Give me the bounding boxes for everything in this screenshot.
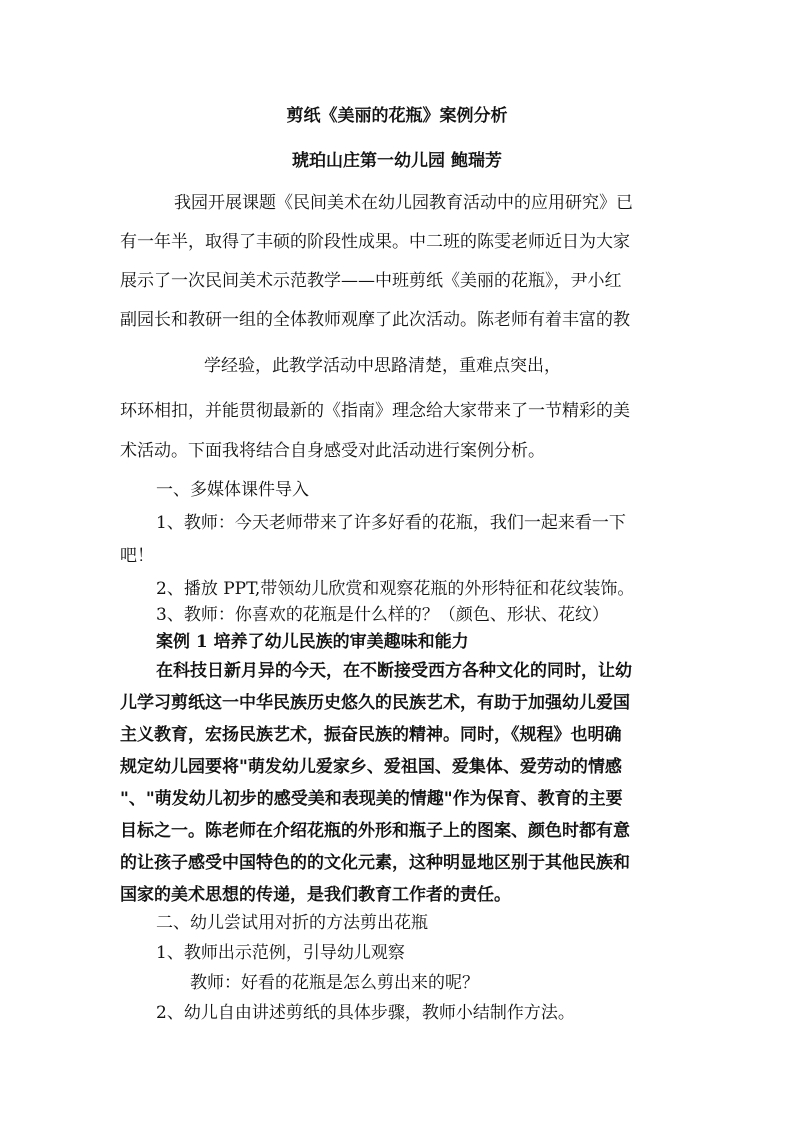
section1-item: 1、教师：今天老师带来了许多好看的花瓶，我们一起来看一下: [156, 513, 626, 533]
case1-line: "、"萌发幼儿初步的感受美和表现美的情趣"作为保育、教育的主要: [120, 789, 623, 809]
intro-line: 学经验，此教学活动中思路清楚，重难点突出，: [204, 356, 561, 376]
case1-line: 规定幼儿园要将"萌发幼儿爱家乡、爱祖国、爱集体、爱劳动的情感: [120, 757, 622, 777]
document-title: 剪纸《美丽的花瓶》案例分析: [286, 106, 508, 126]
intro-line: 有一年半，取得了丰硕的阶段性成果。中二班的陈雯老师近日为大家: [120, 232, 630, 252]
section2-item: 教师：好看的花瓶是怎么剪出来的呢？: [190, 973, 479, 993]
section2-heading: 二、幼儿尝试用对折的方法剪出花瓶: [156, 913, 428, 933]
intro-line: 副园长和教研一组的全体教师观摩了此次活动。陈老师有着丰富的教: [120, 310, 630, 330]
intro-line: 环环相扣，并能贯彻最新的《指南》理念给大家带来了一节精彩的美: [120, 401, 630, 421]
document-author: 琥珀山庄第一幼儿园 鲍瑞芳: [292, 151, 502, 171]
section1-item: 2、播放 PPT,带领幼儿欣赏和观察花瓶的外形特征和花纹装饰。: [156, 579, 635, 599]
case1-heading: 案例 1 培养了幼儿民族的审美趣味和能力: [156, 632, 469, 652]
case1-line: 目标之一。陈老师在介绍花瓶的外形和瓶子上的图案、颜色时都有意: [120, 821, 630, 841]
section2-item: 2、幼儿自由讲述剪纸的具体步骤，教师小结制作方法。: [156, 1003, 575, 1023]
case1-line: 主义教育，宏扬民族艺术，振奋民族的精神。同时，《规程》也明确: [120, 725, 622, 745]
section1-heading: 一、多媒体课件导入: [156, 480, 309, 500]
section1-item: 3、教师：你喜欢的花瓶是什么样的？（颜色、形状、花纹）: [156, 605, 609, 625]
case1-line: 的让孩子感受中国特色的的文化元素，这种明显地区别于其他民族和: [120, 853, 630, 873]
case1-line: 国家的美术思想的传递，是我们教育工作者的责任。: [120, 885, 511, 905]
section1-item: 吧！: [120, 546, 154, 566]
intro-line: 术活动。下面我将结合自身感受对此活动进行案例分析。: [120, 441, 545, 461]
case1-line: 儿学习剪纸这一中华民族历史悠久的民族艺术，有助于加强幼儿爱国: [120, 693, 630, 713]
intro-line: 我园开展课题《民间美术在幼儿园教育活动中的应用研究》已: [174, 193, 633, 213]
case1-line: 在科技日新月异的今天，在不断接受西方各种文化的同时，让幼: [156, 661, 632, 681]
section2-item: 1、教师出示范例，引导幼儿观察: [156, 943, 405, 963]
intro-line: 展示了一次民间美术示范教学——中班剪纸《美丽的花瓶》，尹小红: [120, 271, 622, 291]
